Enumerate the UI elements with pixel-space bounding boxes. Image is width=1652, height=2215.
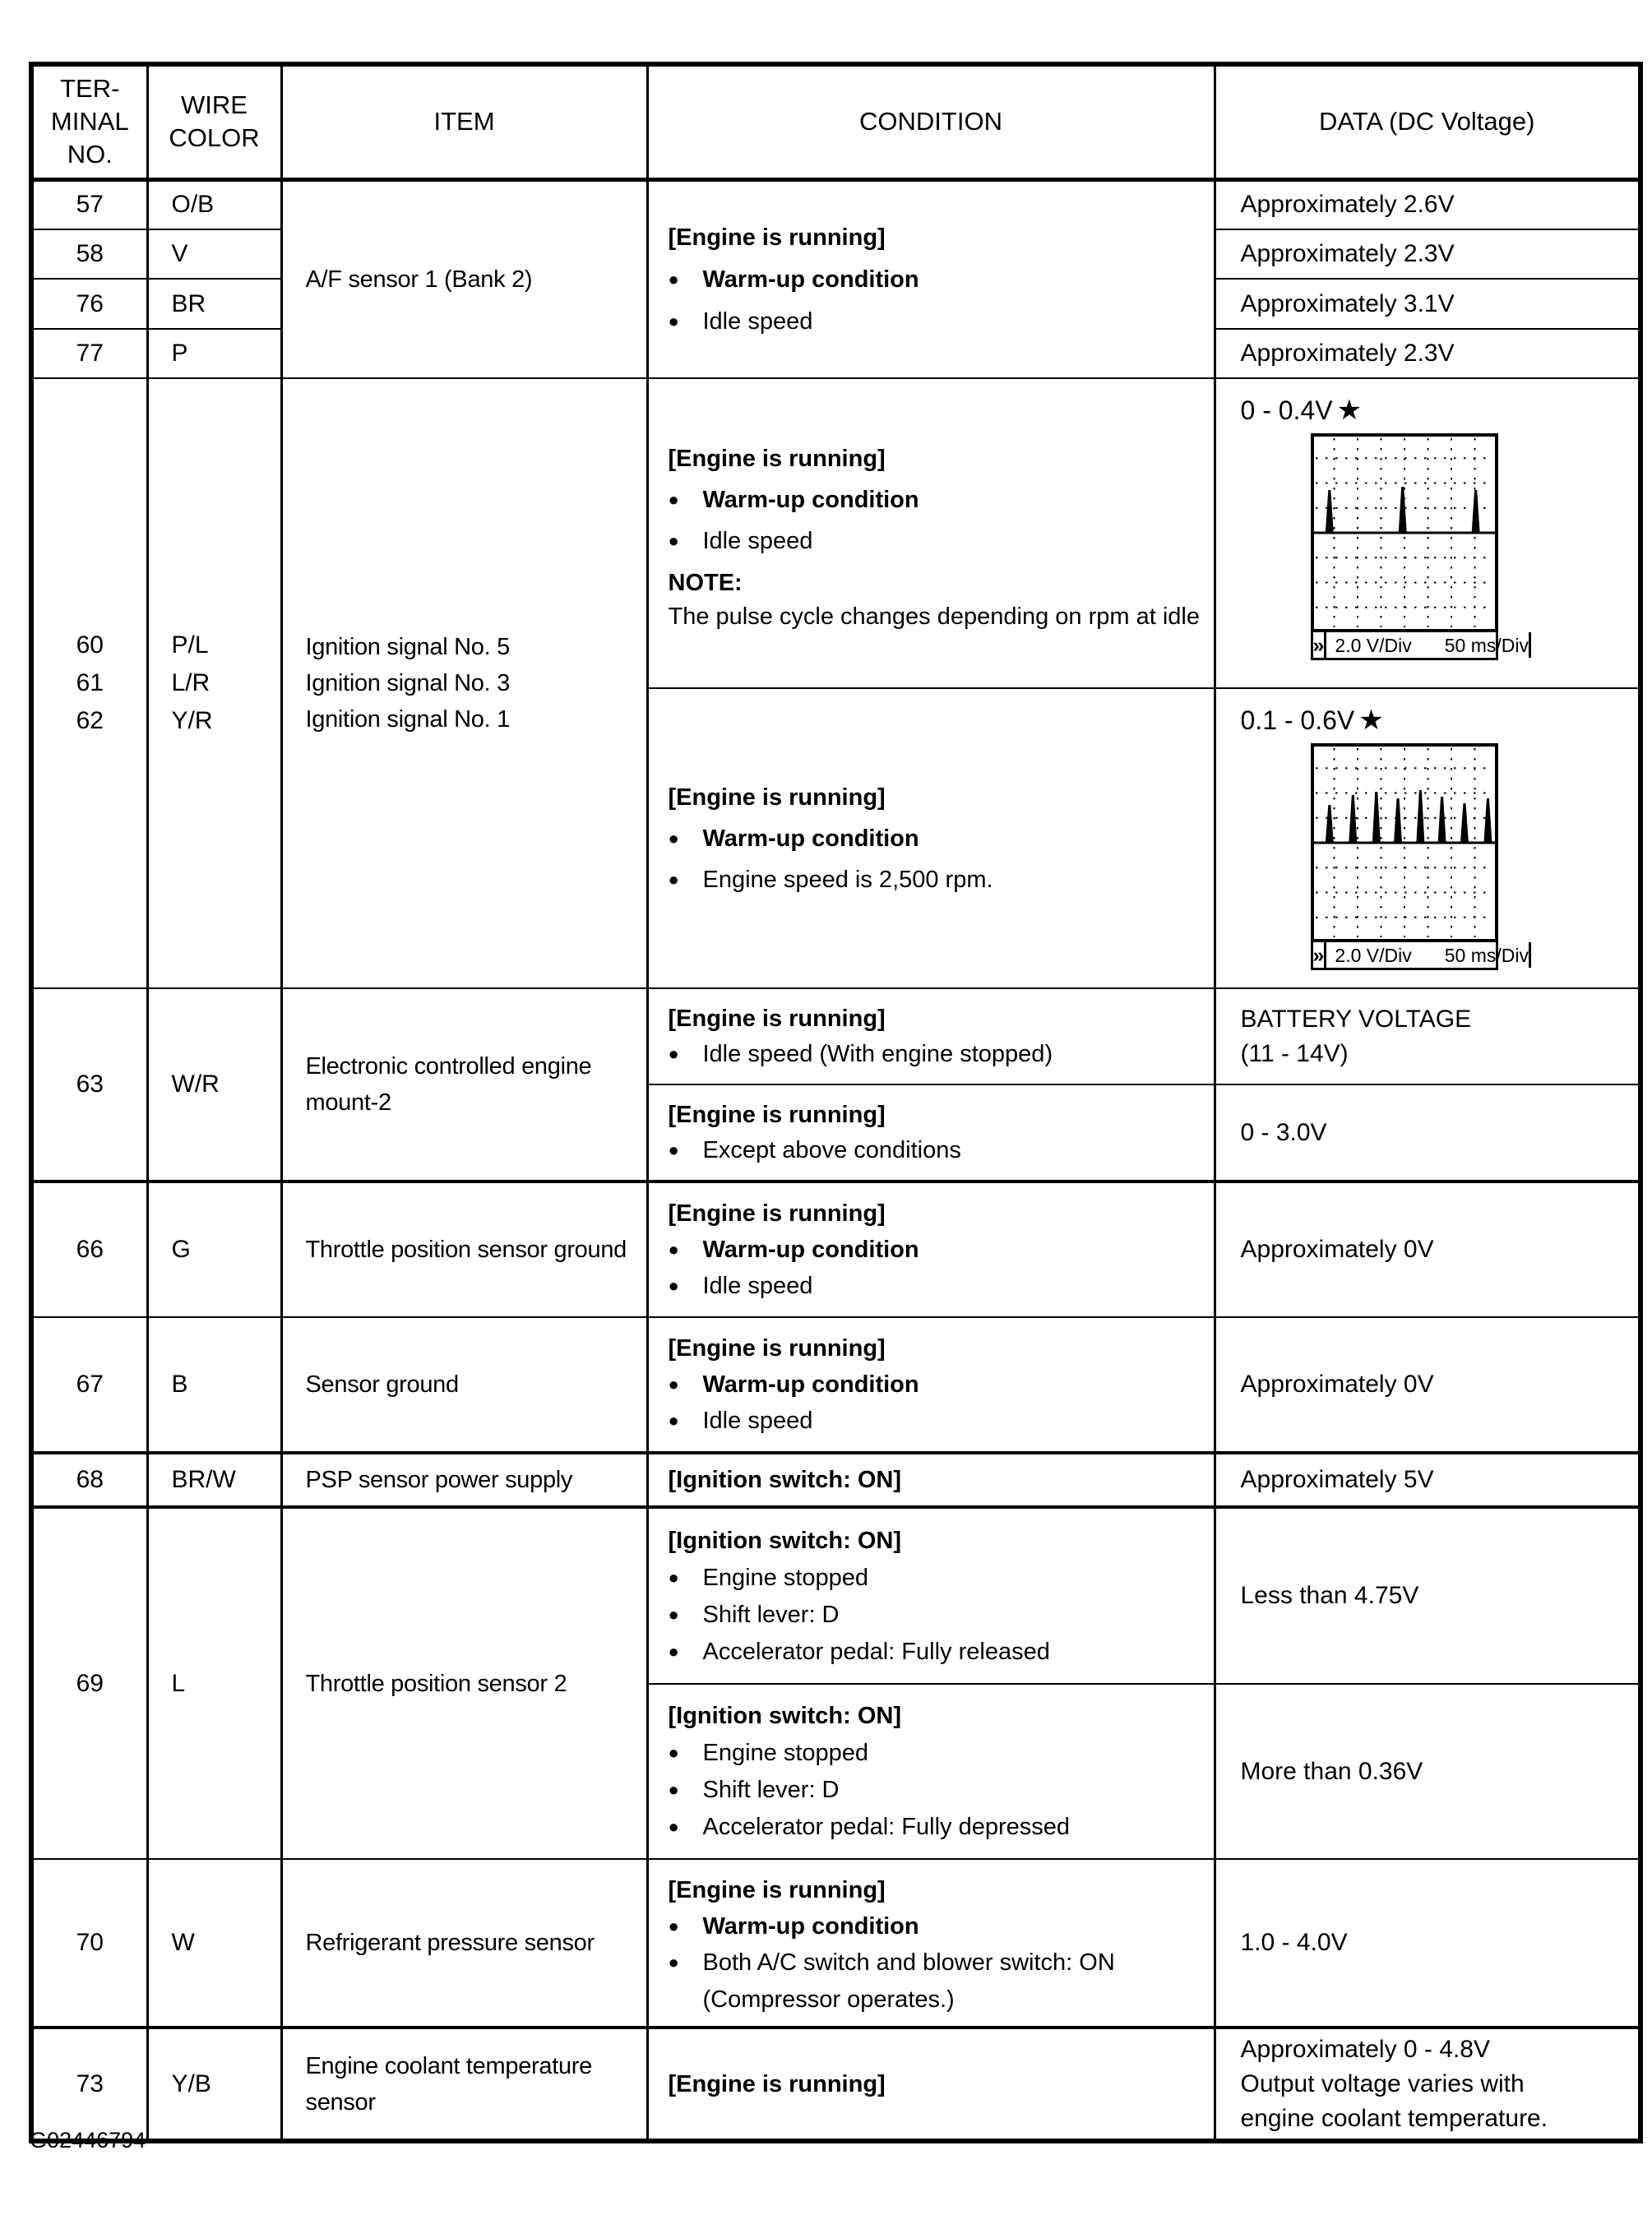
condition-bullet: ● Both A/C switch and blower switch: ON bbox=[669, 1947, 1202, 1978]
cell-wire-63: W/R bbox=[147, 988, 281, 1181]
header-line: COLOR bbox=[169, 123, 260, 153]
oscilloscope-waveform bbox=[1311, 743, 1498, 942]
cell-data-63-battery bbox=[1215, 988, 1640, 1084]
column-header-data: DATA (DC Voltage) bbox=[1215, 64, 1640, 179]
oscilloscope-image-idle bbox=[1311, 433, 1529, 660]
condition-bullet: ● Idle speed bbox=[669, 1270, 1202, 1302]
cell-wire-ignition bbox=[147, 378, 281, 988]
bullet-icon: ● bbox=[668, 1779, 679, 1800]
condition-bullet: ● Shift lever: D bbox=[669, 1774, 1202, 1806]
cell-wire-68: BR/W bbox=[147, 1453, 281, 1507]
condition-bullet: ● Warm-up condition bbox=[669, 1911, 1202, 1942]
scope-footer-box bbox=[1529, 942, 1531, 968]
cell-terminal-63: 63 bbox=[31, 988, 147, 1181]
oscilloscope-image-2500rpm bbox=[1311, 743, 1529, 970]
bullet-icon: ● bbox=[668, 1410, 679, 1431]
condition-bullet: ● Accelerator pedal: Fully released bbox=[669, 1636, 1202, 1667]
condition-header: [Engine is running] bbox=[668, 1877, 886, 1903]
star-icon: ★ bbox=[1336, 395, 1363, 426]
bullet-icon: ● bbox=[668, 1640, 679, 1662]
condition-header: [Engine is running] bbox=[668, 1200, 886, 1227]
column-header-condition: CONDITION bbox=[647, 64, 1215, 179]
table-row bbox=[31, 988, 1640, 1084]
cell-condition-69-released bbox=[647, 1507, 1215, 1684]
condition-bullet: ● Idle speed bbox=[669, 306, 1202, 337]
cell-data-ignition-idle bbox=[1215, 378, 1640, 688]
cell-data-63-other: 0 - 3.0V bbox=[1215, 1084, 1640, 1181]
cell-condition-af-sensor bbox=[647, 179, 1215, 378]
cell-data-73 bbox=[1215, 2028, 1640, 2141]
cell-wire-69: L bbox=[147, 1507, 281, 1859]
data-line: Approximately 0 - 4.8V bbox=[1240, 2035, 1490, 2063]
terminal-no: 60 bbox=[76, 631, 104, 659]
cell-condition-63-other bbox=[647, 1084, 1215, 1181]
cell-condition-68 bbox=[647, 1453, 1215, 1507]
data-line: Output voltage varies with bbox=[1240, 2069, 1525, 2097]
volts-per-div: 2.0 V/Div bbox=[1335, 944, 1412, 966]
note-text: The pulse cycle changes depending on rpm at idle bbox=[668, 603, 1200, 630]
cell-wire-58: V bbox=[147, 229, 281, 279]
bullet-icon: ● bbox=[668, 1140, 679, 1160]
cell-condition-ignition-idle bbox=[647, 378, 1215, 688]
data-line: engine coolant temperature. bbox=[1240, 2104, 1548, 2132]
cell-wire-76: BR bbox=[147, 279, 281, 329]
condition-bullet: ● Warm-up condition bbox=[669, 1234, 1202, 1265]
cell-terminal-68: 68 bbox=[31, 1453, 147, 1507]
header-line: WIRE bbox=[181, 90, 248, 120]
table-row bbox=[31, 2028, 1640, 2141]
item-text: Engine coolant temperature sensor bbox=[305, 2052, 592, 2116]
bullet-icon: ● bbox=[668, 268, 679, 289]
cell-terminal-57: 57 bbox=[31, 179, 147, 229]
table-row bbox=[31, 1859, 1640, 2028]
condition-header: [Ignition switch: ON] bbox=[668, 1467, 902, 1493]
cell-data-70: 1.0 - 4.0V bbox=[1215, 1859, 1640, 2028]
cell-terminal-60-61-62 bbox=[31, 378, 147, 988]
bullet-icon: ● bbox=[668, 1742, 679, 1763]
cell-terminal-70: 70 bbox=[31, 1859, 147, 2028]
cell-terminal-67: 67 bbox=[31, 1317, 147, 1453]
data-line: BATTERY VOLTAGE bbox=[1240, 1005, 1472, 1033]
voltage-range-label: 0 - 0.4V ★ bbox=[1240, 395, 1363, 426]
item-text: Electronic controlled engine mount-2 bbox=[305, 1053, 592, 1116]
header-line: NO. bbox=[67, 140, 113, 169]
condition-bullet: ● Warm-up condition bbox=[669, 823, 1202, 854]
cell-data-ignition-2500rpm bbox=[1215, 688, 1640, 988]
star-icon: ★ bbox=[1358, 705, 1384, 736]
header-line: MINAL bbox=[50, 107, 129, 136]
wire-color: Y/R bbox=[171, 707, 213, 734]
terminal-no: 62 bbox=[76, 707, 104, 734]
condition-header: [Engine is running] bbox=[668, 224, 886, 251]
volts-per-div: 2.0 V/Div bbox=[1335, 634, 1412, 656]
condition-header: [Engine is running] bbox=[668, 784, 886, 811]
cell-item-tp-sensor-ground bbox=[281, 1181, 647, 1317]
voltage-range-label: 0.1 - 0.6V ★ bbox=[1240, 705, 1384, 736]
note-label: NOTE: bbox=[668, 569, 743, 596]
condition-bullet: ● Accelerator pedal: Fully depressed bbox=[669, 1811, 1202, 1843]
condition-bullet: ● Warm-up condition bbox=[669, 264, 1202, 295]
condition-bullet: ● Idle speed (With engine stopped) bbox=[669, 1038, 1202, 1070]
item-text: Sensor ground bbox=[305, 1371, 459, 1398]
bullet-icon: ● bbox=[668, 1374, 679, 1394]
scope-scale-labels bbox=[1326, 632, 1529, 658]
oscilloscope-footer bbox=[1311, 632, 1529, 660]
table-row bbox=[31, 179, 1640, 229]
header-line: TER- bbox=[60, 74, 120, 104]
cell-condition-63-idle bbox=[647, 988, 1215, 1084]
bullet-icon: ● bbox=[668, 1603, 679, 1625]
scope-marker-icon: » bbox=[1313, 942, 1327, 968]
bullet-icon: ● bbox=[668, 1239, 679, 1260]
condition-header: [Engine is running] bbox=[668, 1006, 886, 1032]
column-header-terminal-no bbox=[31, 64, 147, 179]
scope-footer-box bbox=[1529, 632, 1531, 658]
condition-header: [Ignition switch: ON] bbox=[668, 1527, 902, 1554]
condition-bullet: ● Except above conditions bbox=[669, 1135, 1202, 1166]
cell-item-tp-sensor-2 bbox=[281, 1507, 647, 1859]
cell-condition-66 bbox=[647, 1181, 1215, 1317]
item-text: A/F sensor 1 (Bank 2) bbox=[305, 266, 533, 293]
cell-terminal-69: 69 bbox=[31, 1507, 147, 1859]
column-header-wire-color bbox=[147, 64, 281, 179]
scope-marker-icon: » bbox=[1313, 632, 1327, 658]
cell-wire-77: P bbox=[147, 329, 281, 378]
condition-header: [Engine is running] bbox=[668, 2070, 886, 2097]
bullet-icon: ● bbox=[668, 1916, 679, 1936]
cell-terminal-77: 77 bbox=[31, 329, 147, 378]
condition-continuation: (Compressor operates.) bbox=[702, 1986, 955, 2013]
bullet-icon: ● bbox=[668, 1043, 679, 1064]
cell-data-69-depressed: More than 0.36V bbox=[1215, 1684, 1640, 1859]
condition-header: [Engine is running] bbox=[668, 1102, 886, 1128]
cell-item-ignition-signals bbox=[281, 378, 647, 988]
item-text: Ignition signal No. 1 bbox=[305, 706, 510, 733]
bullet-icon: ● bbox=[668, 827, 679, 849]
condition-bullet: ● Idle speed bbox=[669, 525, 1202, 557]
time-per-div: 50 ms/Div bbox=[1444, 634, 1529, 656]
cell-item-refrigerant-pressure-sensor bbox=[281, 1859, 647, 2028]
condition-bullet: ● Engine stopped bbox=[669, 1737, 1202, 1769]
cell-data-77: Approximately 2.3V bbox=[1215, 329, 1640, 378]
cell-terminal-66: 66 bbox=[31, 1181, 147, 1317]
condition-bullet: ● Idle speed bbox=[669, 1405, 1202, 1436]
cell-condition-69-depressed bbox=[647, 1684, 1215, 1859]
time-per-div: 50 ms/Div bbox=[1444, 944, 1529, 966]
condition-bullet: ● Engine stopped bbox=[669, 1562, 1202, 1593]
bullet-icon: ● bbox=[668, 488, 679, 510]
figure-code: G02446794 bbox=[30, 2128, 146, 2153]
item-text: Throttle position sensor ground bbox=[305, 1237, 627, 1263]
table-row bbox=[31, 1181, 1640, 1317]
oscilloscope-footer bbox=[1311, 942, 1529, 970]
terminal-no: 61 bbox=[76, 669, 104, 696]
condition-header: [Ignition switch: ON] bbox=[668, 1703, 902, 1729]
cell-data-67: Approximately 0V bbox=[1215, 1317, 1640, 1453]
cell-item-sensor-ground bbox=[281, 1317, 647, 1453]
cell-data-57: Approximately 2.6V bbox=[1215, 179, 1640, 229]
condition-bullet: ● Warm-up condition bbox=[669, 1369, 1202, 1400]
cell-item-ect-sensor bbox=[281, 2028, 647, 2141]
bullet-icon: ● bbox=[668, 1275, 679, 1296]
oscilloscope-waveform bbox=[1311, 433, 1498, 632]
bullet-icon: ● bbox=[668, 1952, 679, 1972]
ecm-terminal-voltage-table bbox=[29, 62, 1643, 2143]
wire-color: L/R bbox=[171, 669, 211, 696]
cell-data-69-released: Less than 4.75V bbox=[1215, 1507, 1640, 1684]
cell-terminal-73: 73 bbox=[31, 2028, 147, 2141]
cell-condition-ignition-2500rpm bbox=[647, 688, 1215, 988]
scope-scale-labels bbox=[1326, 942, 1529, 968]
cell-item-engine-mount bbox=[281, 988, 647, 1181]
bullet-icon: ● bbox=[668, 868, 679, 890]
bullet-icon: ● bbox=[668, 1816, 679, 1837]
item-text: Throttle position sensor 2 bbox=[305, 1670, 567, 1697]
cell-terminal-58: 58 bbox=[31, 229, 147, 279]
cell-terminal-76: 76 bbox=[31, 279, 147, 329]
cell-wire-70: W bbox=[147, 1859, 281, 2028]
condition-header: [Engine is running] bbox=[668, 445, 886, 472]
table-row bbox=[31, 1507, 1640, 1684]
table-row bbox=[31, 1317, 1640, 1453]
cell-data-68: Approximately 5V bbox=[1215, 1453, 1640, 1507]
cell-wire-73: Y/B bbox=[147, 2028, 281, 2141]
item-text: PSP sensor power supply bbox=[305, 1467, 573, 1493]
cell-data-76: Approximately 3.1V bbox=[1215, 279, 1640, 329]
table-row bbox=[31, 378, 1640, 688]
data-line: (11 - 14V) bbox=[1240, 1039, 1349, 1067]
condition-bullet: ● Warm-up condition bbox=[669, 484, 1202, 516]
cell-wire-67: B bbox=[147, 1317, 281, 1453]
condition-header: [Engine is running] bbox=[668, 1335, 886, 1362]
item-text: Refrigerant pressure sensor bbox=[305, 1930, 595, 1956]
cell-data-66: Approximately 0V bbox=[1215, 1181, 1640, 1317]
cell-wire-57: O/B bbox=[147, 179, 281, 229]
wire-color: P/L bbox=[171, 631, 209, 659]
column-header-item: ITEM bbox=[281, 64, 647, 179]
cell-wire-66: G bbox=[147, 1181, 281, 1317]
item-text: Ignition signal No. 3 bbox=[305, 670, 510, 696]
cell-condition-73 bbox=[647, 2028, 1215, 2141]
table-row bbox=[31, 1453, 1640, 1507]
cell-data-58: Approximately 2.3V bbox=[1215, 229, 1640, 279]
cell-item-af-sensor bbox=[281, 179, 647, 378]
condition-bullet: ● Shift lever: D bbox=[669, 1599, 1202, 1630]
condition-bullet: ● Engine speed is 2,500 rpm. bbox=[669, 864, 1202, 895]
cell-item-psp-sensor bbox=[281, 1453, 647, 1507]
item-text: Ignition signal No. 5 bbox=[305, 634, 510, 660]
cell-condition-70 bbox=[647, 1859, 1215, 2028]
cell-condition-67 bbox=[647, 1317, 1215, 1453]
bullet-icon: ● bbox=[668, 310, 679, 331]
bullet-icon: ● bbox=[668, 1566, 679, 1588]
bullet-icon: ● bbox=[668, 529, 679, 551]
